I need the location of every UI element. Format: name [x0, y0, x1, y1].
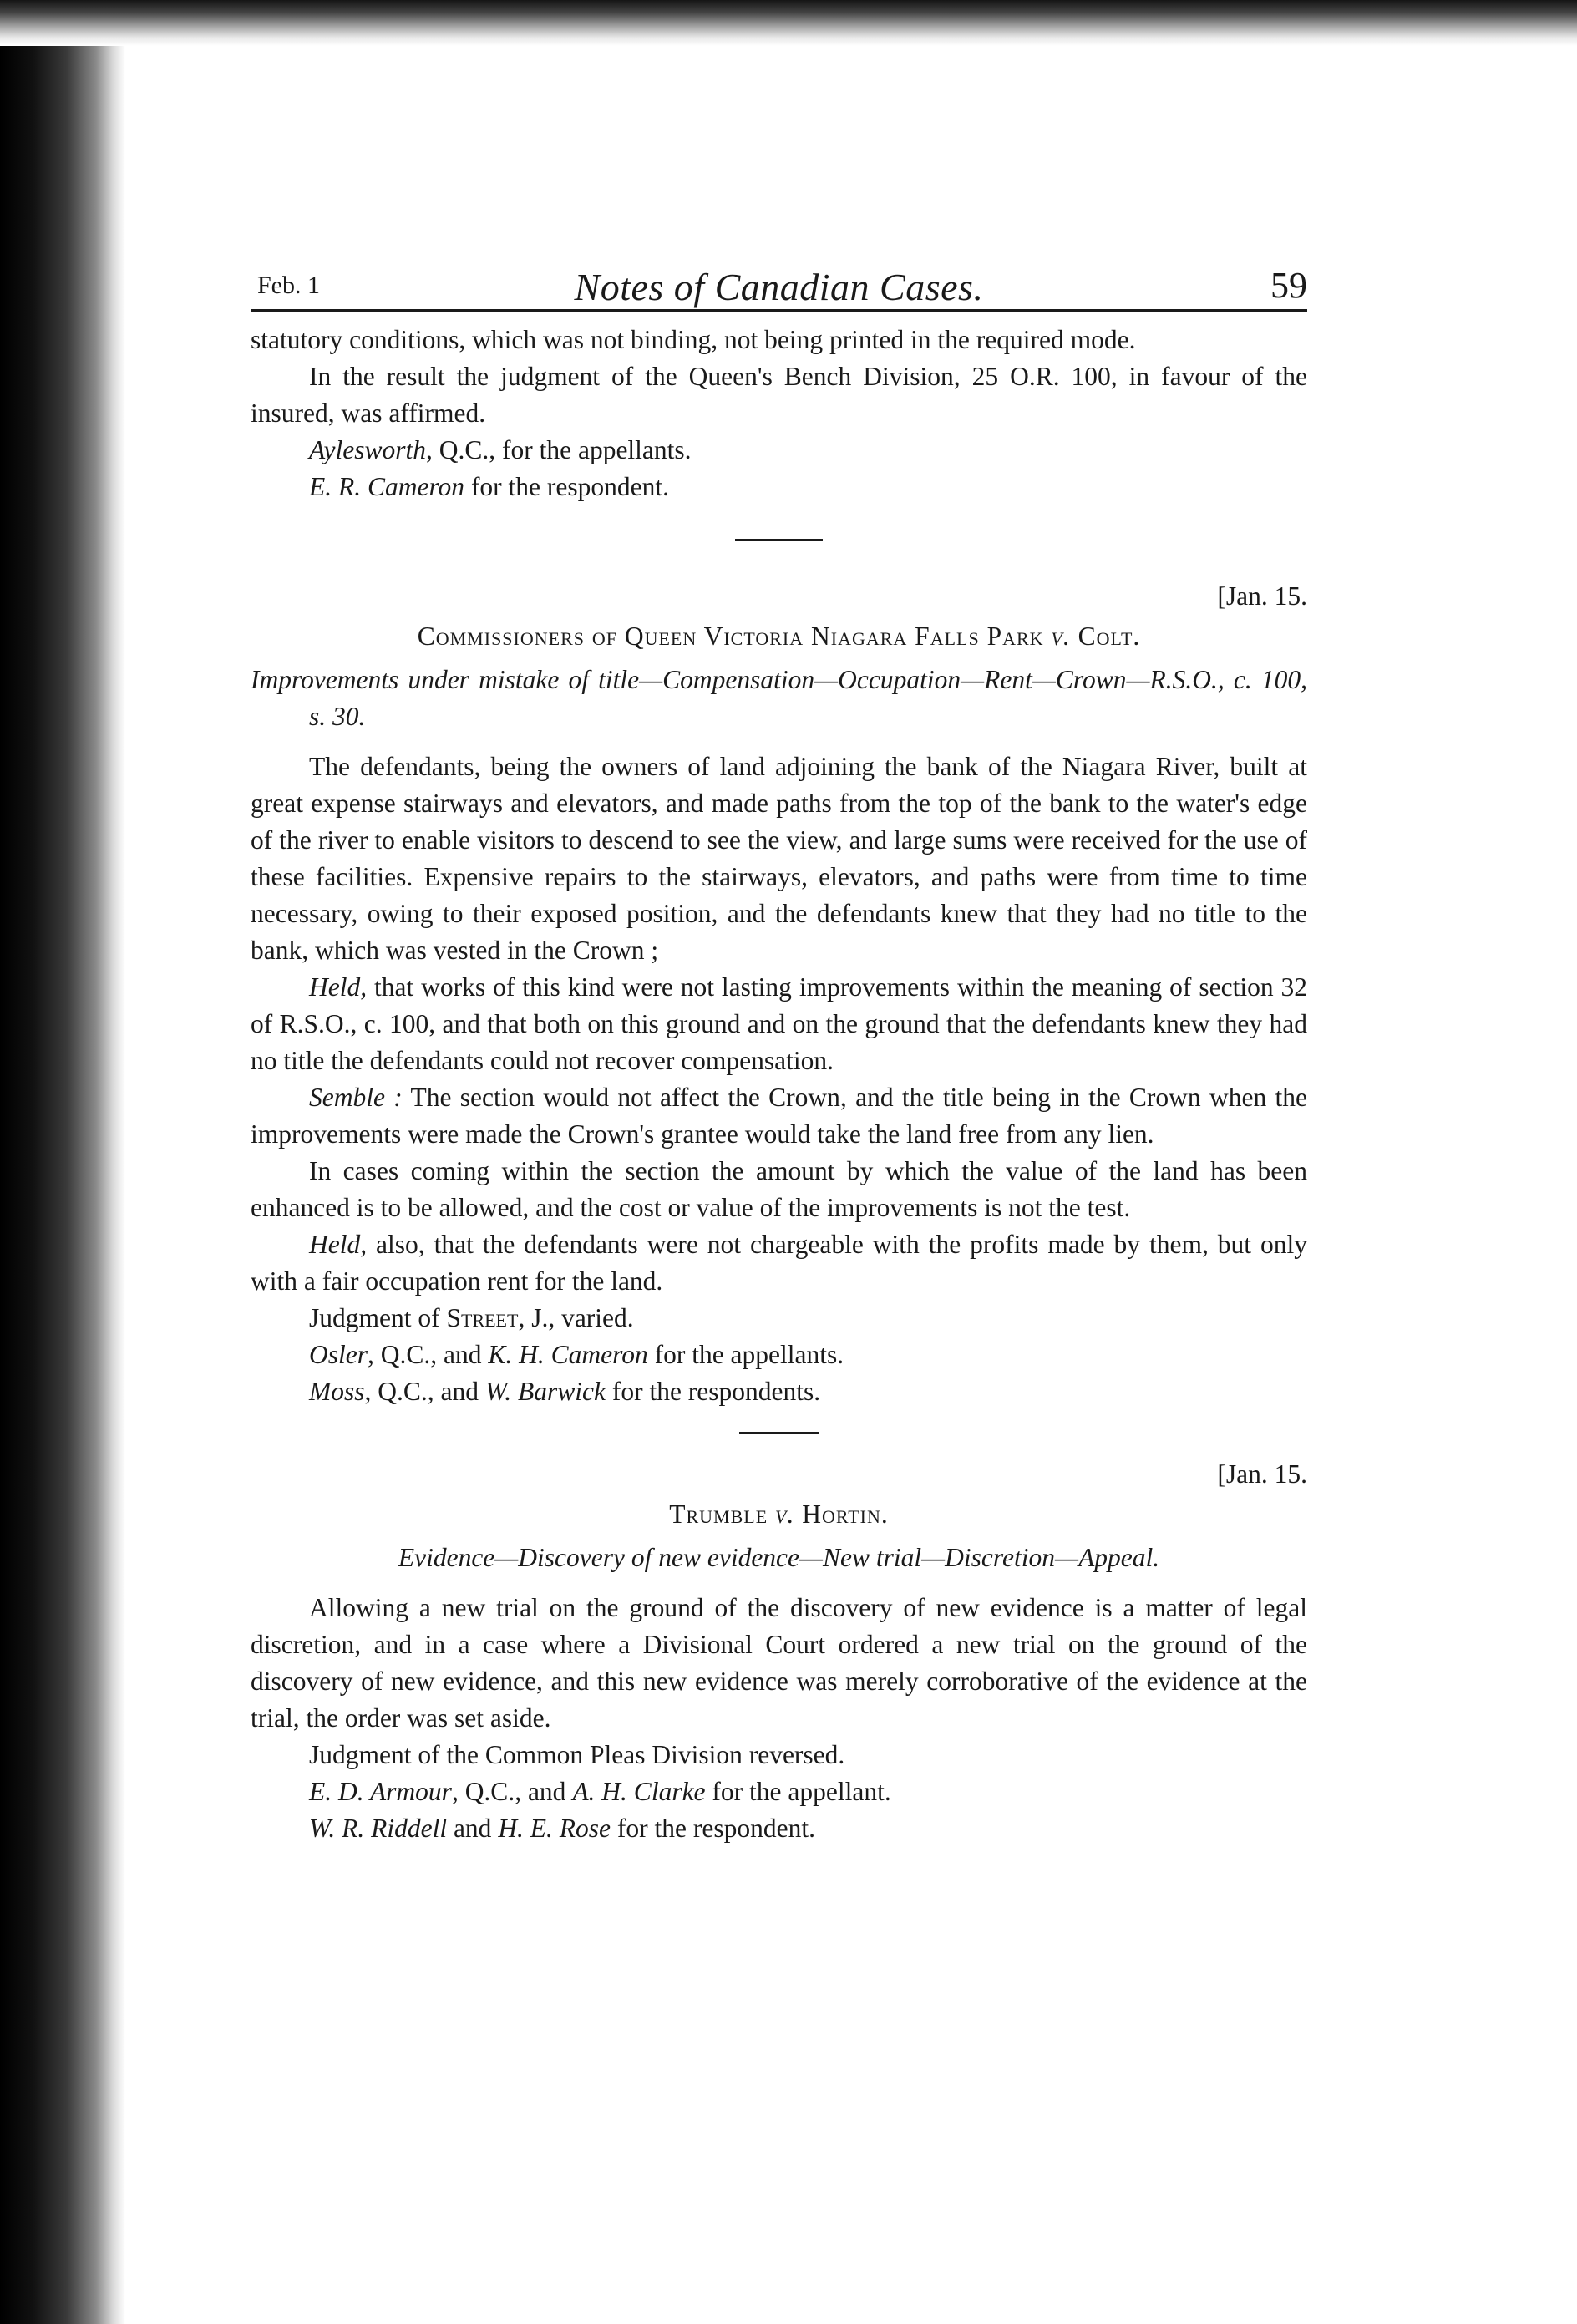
counsel-name: A. H. Clarke [572, 1777, 706, 1806]
counsel-name: E. R. Cameron [309, 472, 465, 501]
semble-text: The section would not affect the Crown, and the title being in the Crown when the improvements were made the Crown's grantee would take the land free from any lien. [251, 1083, 1307, 1149]
case1-counsel-appellants [251, 432, 1307, 469]
counsel-name: Moss [309, 1377, 365, 1406]
counsel-name: K. H. Cameron [488, 1340, 648, 1369]
counsel-role: for the appellant. [705, 1777, 891, 1806]
header-title: Notes of Canadian Cases. [574, 266, 984, 308]
held-text: that works of this kind were not lasting improvements within the meaning of section 32 of R.S.O., c. 100, and that both on this ground and on the ground that the defendants knew they had no title the defendants could not recover compensation. [251, 972, 1307, 1075]
scan-shadow-top [0, 0, 1577, 46]
case1-paragraph-continued: statutory conditions, which was not binding, not being printed in the required mode. [251, 325, 1136, 354]
counsel-joiner: , Q.C., and [451, 1777, 573, 1806]
case2-date: [Jan. 15. [1217, 581, 1307, 611]
case3-headnote: Evidence—Discovery of new evidence—New trial—Discretion—Appeal. [398, 1543, 1160, 1572]
case2-title [251, 618, 1307, 655]
judgment-suffix: , J., varied. [518, 1303, 634, 1332]
counsel-name: W. Barwick [484, 1377, 606, 1406]
case2-counsel-appellants [251, 1337, 1307, 1373]
case3-party-a: Trumble [669, 1499, 768, 1529]
counsel-role: for the respondents. [605, 1377, 821, 1406]
case3-counsel-appellant [251, 1773, 1307, 1810]
case2-versus: v. [1051, 622, 1071, 651]
held-text: also, that the defendants were not chargeable with the profits made by them, but only with a fair occupation rent for the land. [251, 1230, 1307, 1296]
counsel-role: for the appellants. [647, 1340, 844, 1369]
held-label: Held, [309, 972, 368, 1002]
case3-versus: v. [775, 1499, 795, 1529]
case2-cases-paragraph: In cases coming within the section the amount by which the value of the land has been enhanced is to be allowed, and the cost or value of the improvements is not the test. [251, 1156, 1307, 1222]
case2-headnote: Improvements under mistake of title—Compensation—Occupation—Rent—Crown—R.S.O., c. 100, s. 30. [251, 665, 1307, 731]
running-header [251, 251, 1307, 312]
counsel-role: for the respondent. [464, 472, 669, 501]
counsel-joiner: and [447, 1814, 499, 1843]
case3-judgment: Judgment of the Common Pleas Division reversed. [309, 1740, 845, 1769]
case2-party-a: Commissioners of Queen Victoria Niagara Falls Park [417, 622, 1044, 651]
counsel-name: E. D. Armour [309, 1777, 452, 1806]
counsel-role: for the respondent. [611, 1814, 815, 1843]
case3-title [251, 1496, 1307, 1533]
case3-paragraph: Allowing a new trial on the ground of the discovery of new evidence is a matter of legal discretion, and in a case where a Divisional Court ordered a new trial on the ground of the discovery of new evidence, and this new evidence was merely corroborative of the evidence at the trial, the order was set aside. [251, 1593, 1307, 1733]
counsel-joiner: , Q.C., and [364, 1377, 485, 1406]
case3-date: [Jan. 15. [1217, 1459, 1307, 1489]
counsel-joiner: , Q.C., and [368, 1340, 489, 1369]
case2-counsel-respondents [251, 1373, 1307, 1410]
page-number: 59 [1270, 265, 1307, 306]
counsel-name: W. R. Riddell [309, 1814, 448, 1843]
section-divider [735, 539, 823, 541]
case3-counsel-respondent [251, 1810, 1307, 1847]
case2-held-paragraph [251, 969, 1307, 1079]
judge-name: Street [446, 1303, 519, 1332]
judgment-prefix: Judgment of [309, 1303, 447, 1332]
case2-held-also-paragraph [251, 1226, 1307, 1300]
scan-shadow-left [0, 0, 125, 2324]
header-date: Feb. 1 [257, 271, 320, 299]
case2-facts-paragraph: The defendants, being the owners of land adjoining the bank of the Niagara River, built at great expense stairways and elevators, and made paths from the top of the bank to the water's edge of the river to enable visitors to descend to see the view, and large sums were received for the use of these facilities. Expensive repairs to the stairways, elevators, and paths were from time to time necessary, owing to their exposed position, and the defendants knew that they had no title to the bank, which was vested in the Crown ; [251, 752, 1307, 965]
counsel-role: , Q.C., for the appellants. [426, 435, 692, 464]
counsel-name: H. E. Rose [498, 1814, 611, 1843]
counsel-name: Osler [309, 1340, 368, 1369]
case2-party-b: Colt. [1078, 622, 1141, 651]
case2-judgment [251, 1300, 1307, 1337]
section-divider [739, 1432, 819, 1434]
semble-label: Semble : [309, 1083, 403, 1112]
page-content [251, 251, 1307, 1847]
held-label: Held, [309, 1230, 368, 1259]
case2-semble-paragraph [251, 1079, 1307, 1153]
counsel-name: Aylesworth [309, 435, 426, 464]
case1-result-paragraph: In the result the judgment of the Queen's Bench Division, 25 O.R. 100, in favour of the insured, was affirmed. [251, 362, 1307, 428]
case1-counsel-respondent [251, 469, 1307, 505]
case3-party-b: Hortin. [802, 1499, 889, 1529]
